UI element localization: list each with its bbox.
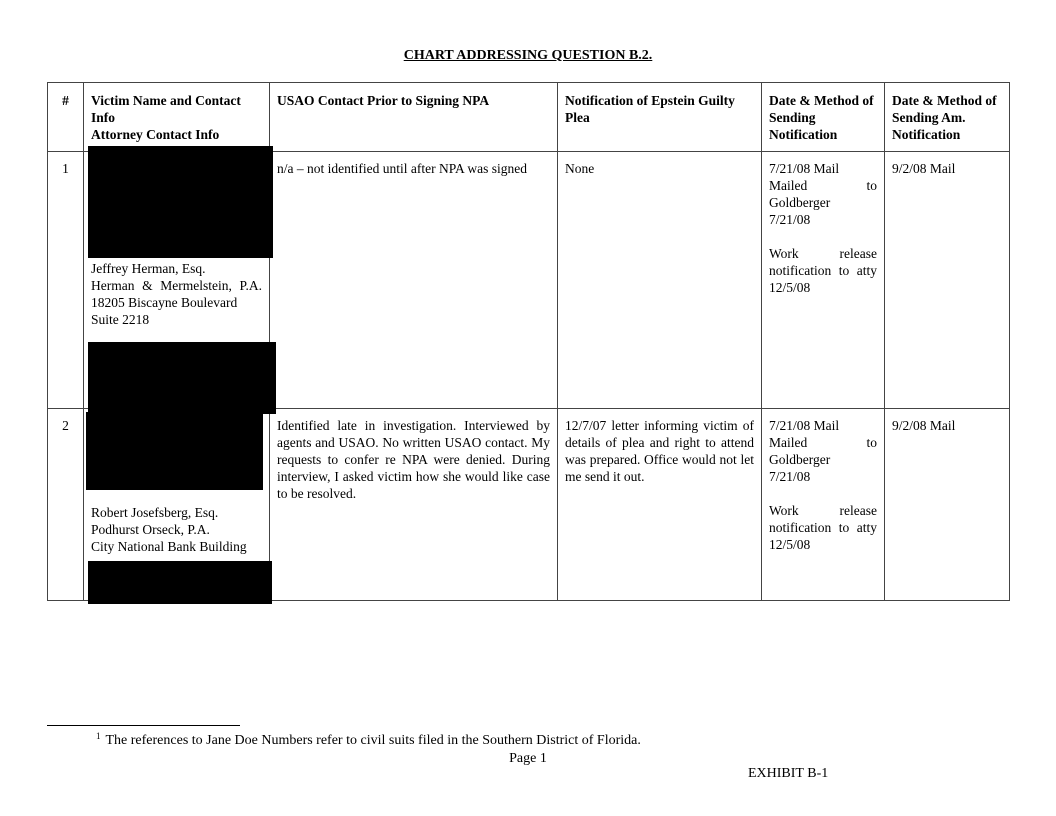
usao-contact-cell: n/a – not identified until after NPA was signed xyxy=(270,152,558,409)
notification-cell: None xyxy=(558,152,762,409)
header-number: # xyxy=(48,83,84,152)
date-method-line: Mailed to Goldberger xyxy=(769,435,877,467)
date-method-line: 7/21/08 Mail xyxy=(769,418,840,433)
exhibit-label: EXHIBIT B-1 xyxy=(748,766,829,781)
date-method-line: 7/21/08 xyxy=(769,469,811,484)
date-method-line: Work release notification to atty 12/5/08 xyxy=(769,246,877,295)
attorney-suite: Suite 2218 xyxy=(91,312,150,327)
attorney-firm: Podhurst Orseck, P.A. xyxy=(91,522,210,537)
header-notification: Notification of Epstein Guilty Plea xyxy=(558,83,762,152)
attorney-address: City National Bank Building xyxy=(91,539,247,554)
footnote-marker: 1 xyxy=(96,731,101,741)
notification-cell: 12/7/07 letter informing victim of details of plea and right to attend was prepared. Office would not let me send it out. xyxy=(558,409,762,601)
date-method-am-cell: 9/2/08 Mail xyxy=(885,409,1010,601)
date-method-line: 7/21/08 Mail xyxy=(769,161,840,176)
redaction-box xyxy=(88,561,272,604)
header-victim-line2: Attorney Contact Info xyxy=(91,127,220,142)
date-method-cell xyxy=(762,152,885,409)
attorney-name: Jeffrey Herman, Esq. xyxy=(91,261,206,276)
header-date-method: Date & Method of Sending Notification xyxy=(762,83,885,152)
date-method-line: Mailed to Goldberger xyxy=(769,178,877,210)
header-usao-contact: USAO Contact Prior to Signing NPA xyxy=(270,83,558,152)
document-title: CHART ADDRESSING QUESTION B.2. xyxy=(403,48,653,63)
redaction-box xyxy=(88,146,273,258)
date-method-cell xyxy=(762,409,885,601)
attorney-name: Robert Josefsberg, Esq. xyxy=(91,505,219,520)
table-header-row xyxy=(48,83,1010,152)
footnote-text: The references to Jane Doe Numbers refer to civil suits filed in the Southern District of Florida. xyxy=(105,733,641,748)
attorney-address: 18205 Biscayne Boulevard xyxy=(91,295,238,310)
date-method-am-cell: 9/2/08 Mail xyxy=(885,152,1010,409)
attorney-firm: Herman & Mermelstein, P.A. xyxy=(91,278,262,293)
redaction-box xyxy=(86,412,263,490)
date-method-line: 7/21/08 xyxy=(769,212,811,227)
usao-contact-cell: Identified late in investigation. Interviewed by agents and USAO. No written USAO contact. My requests to confer re NPA were denied. During interview, I asked victim how she would like case to be resolved. xyxy=(270,409,558,601)
page-number: Page 1 xyxy=(509,751,547,766)
footnote xyxy=(96,733,641,749)
row-number: 1 xyxy=(48,152,84,409)
footnote-divider xyxy=(47,725,240,726)
header-victim-contact xyxy=(84,83,270,152)
header-victim-line1: Victim Name and Contact Info xyxy=(91,93,241,125)
redaction-box xyxy=(88,342,276,414)
header-date-method-am: Date & Method of Sending Am. Notification xyxy=(885,83,1010,152)
date-method-line: Work release notification to atty 12/5/08 xyxy=(769,503,877,552)
row-number: 2 xyxy=(48,409,84,601)
